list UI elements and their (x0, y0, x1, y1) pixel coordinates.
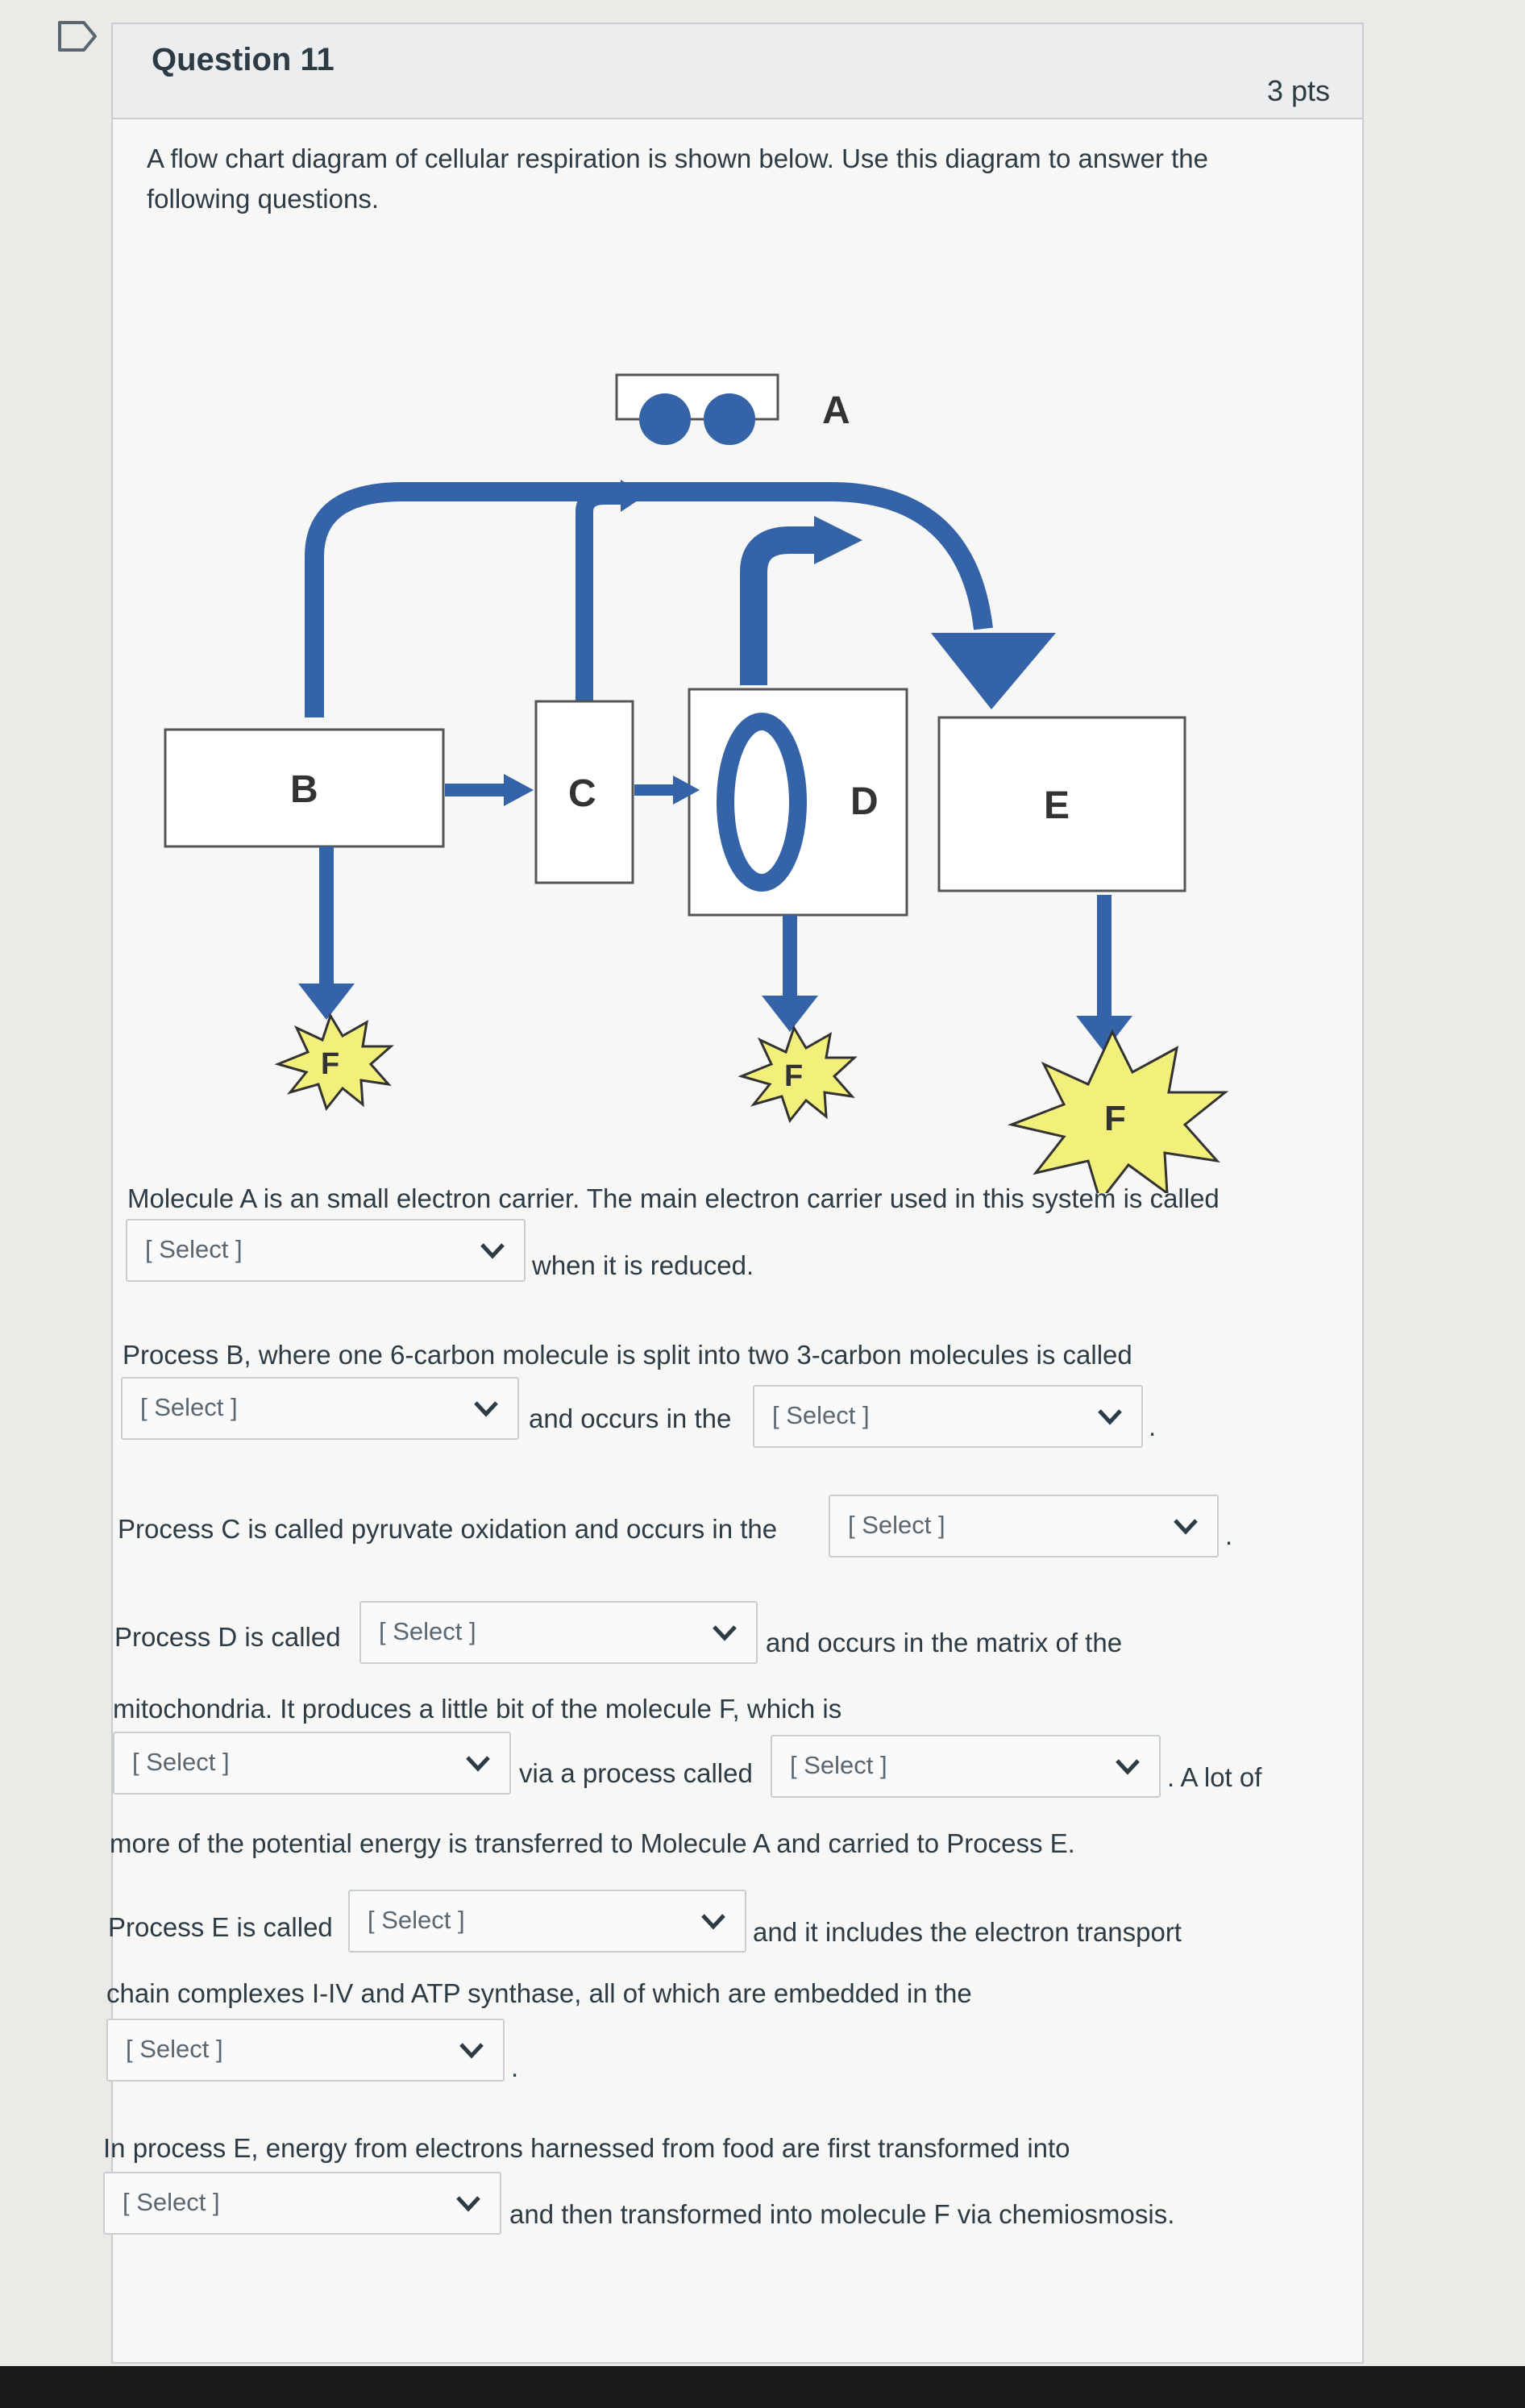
select-value: [ Select ] (379, 1617, 476, 1645)
sentence-4-text-d: via a process called (519, 1758, 753, 1788)
arrow-d-up (754, 540, 822, 685)
sentence-4-text-b: and occurs in the matrix of the (766, 1628, 1123, 1657)
arrowhead-b-to-c (504, 774, 534, 806)
select-process-e-name[interactable] (348, 1890, 746, 1953)
select-value: [ Select ] (123, 2188, 220, 2216)
sentence-4-text-c: mitochondria. It produces a little bit of the molecule F, which is (113, 1694, 842, 1724)
sentence-4-text-e: . A lot of (1167, 1762, 1262, 1792)
select-atp-production[interactable] (113, 1732, 511, 1795)
sentence-6-text-b: and then transformed into molecule F via chemiosmosis. (509, 2199, 1175, 2229)
select-main-electron-carrier[interactable] (126, 1219, 526, 1282)
question-title: Question 11 (152, 42, 335, 77)
select-value: [ Select ] (368, 1906, 465, 1934)
select-process-type[interactable] (771, 1735, 1161, 1798)
arrowhead-b-down (298, 984, 355, 1020)
select-value: [ Select ] (140, 1393, 238, 1421)
select-energy-form[interactable] (103, 2172, 501, 2235)
chevron-down-icon (455, 2193, 482, 2214)
screen-bottom-bezel (0, 2366, 1525, 2408)
question-intro: A flow chart diagram of cellular respiration is shown below. Use this diagram to answer the following questions. (147, 143, 1208, 214)
chevron-down-icon (1172, 1516, 1199, 1537)
select-value: [ Select ] (145, 1235, 243, 1263)
molecule-a-circle-1 (639, 393, 691, 445)
sentence-5-text-b: and it includes the electron transport (753, 1917, 1182, 1947)
sentence-3-text: Process C is called pyruvate oxidation and occurs in the (118, 1514, 778, 1544)
points-value: 3 pts (1266, 74, 1330, 107)
chevron-down-icon (700, 1911, 727, 1932)
sentence-3-end: . (1225, 1520, 1233, 1550)
molecule-a-circle-2 (704, 393, 755, 445)
sentence-1-text: Molecule A is an small electron carrier. The main electron carrier used in this system is called (127, 1183, 1220, 1213)
question-header (113, 24, 1362, 119)
arrow-c-up (584, 496, 629, 701)
sentence-4-text-f: more of the potential energy is transferred to Molecule A and carried to Process E. (110, 1828, 1075, 1858)
select-process-b-name[interactable] (121, 1377, 519, 1440)
chevron-down-icon (472, 1398, 500, 1419)
arrowhead-e (931, 633, 1056, 709)
label-f3: F (1104, 1099, 1126, 1138)
select-value: [ Select ] (132, 1748, 230, 1776)
chevron-down-icon (479, 1240, 506, 1261)
sentence-6-text-a: In process E, energy from electrons harnessed from food are first transformed into (103, 2133, 1070, 2163)
sentence-5-text-c: chain complexes I-IV and ATP synthase, all of which are embedded in the (106, 1978, 972, 2008)
chevron-down-icon (1114, 1756, 1141, 1777)
sentence-2-middle: and occurs in the (529, 1404, 732, 1433)
sentence-5-text-a: Process E is called (108, 1912, 333, 1942)
sentence-2-text: Process B, where one 6-carbon molecule is split into two 3-carbon molecules is called (123, 1340, 1132, 1370)
label-e: E (1044, 784, 1070, 827)
arrow-b-to-e (314, 492, 983, 717)
label-f2: F (784, 1059, 804, 1093)
arrowhead-d (814, 516, 862, 564)
chevron-down-icon (464, 1753, 492, 1774)
chevron-down-icon (711, 1622, 738, 1643)
chevron-down-icon (1096, 1406, 1124, 1427)
label-c: C (568, 772, 596, 815)
chevron-down-icon (458, 2040, 485, 2061)
select-value: [ Select ] (848, 1511, 945, 1539)
select-process-b-location[interactable] (753, 1385, 1143, 1448)
sentence-2-end: . (1149, 1412, 1157, 1441)
label-d: D (850, 780, 879, 823)
label-a: A (822, 389, 850, 432)
select-value: [ Select ] (790, 1751, 887, 1779)
sentence-1-end: when it is reduced. (532, 1250, 754, 1280)
label-b: B (290, 768, 318, 811)
select-membrane-location[interactable] (106, 2019, 505, 2082)
select-process-c-location[interactable] (829, 1495, 1219, 1558)
sentence-5-end: . (511, 2052, 519, 2082)
cellular-respiration-diagram (161, 363, 1241, 1193)
flag-question-icon[interactable] (56, 19, 98, 53)
arrowhead-d-down (762, 996, 818, 1032)
select-value: [ Select ] (772, 1401, 870, 1429)
select-value: [ Select ] (126, 2035, 223, 2063)
sentence-4-text-a: Process D is called (114, 1622, 341, 1652)
label-f1: F (321, 1047, 340, 1081)
select-process-d-name[interactable] (359, 1601, 758, 1664)
